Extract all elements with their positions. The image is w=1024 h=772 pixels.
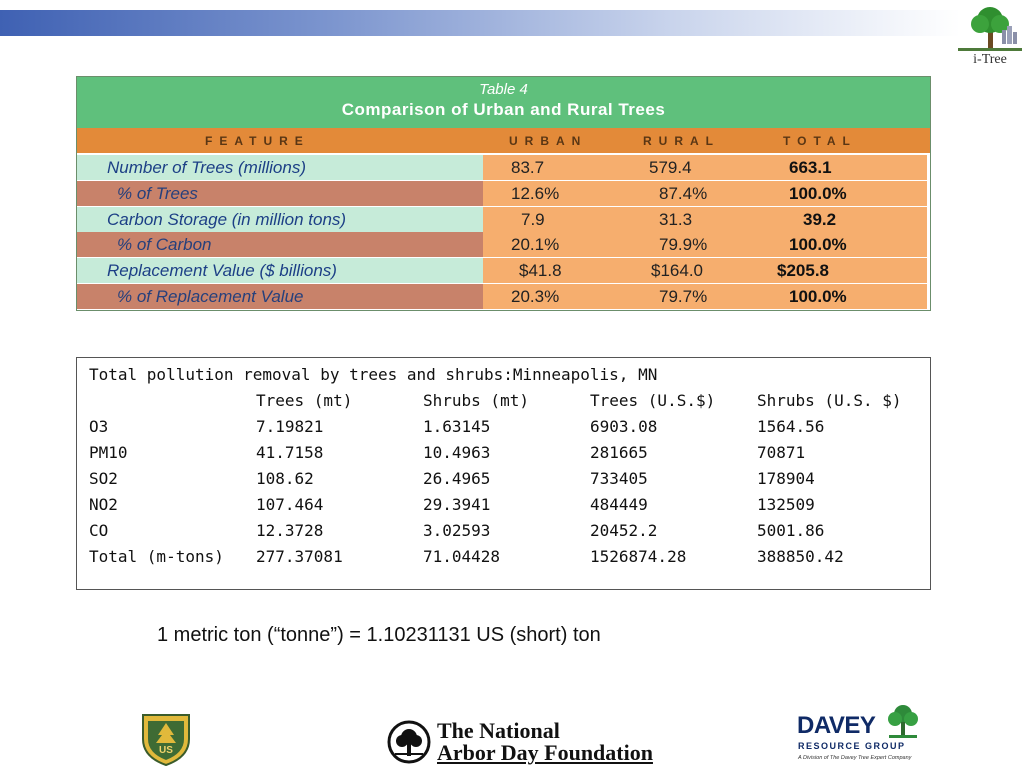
davey-tree-icon xyxy=(885,702,921,742)
arbor-day-foundation-logo xyxy=(387,718,687,768)
rural-value: 79.7% xyxy=(659,287,708,306)
trees-usd: 484449 xyxy=(590,495,648,514)
urban-value: 7.9 xyxy=(521,210,545,229)
rural-value: $164.0 xyxy=(651,261,703,280)
shrubs-usd: 5001.86 xyxy=(757,521,825,540)
trees-mt: 12.3728 xyxy=(256,521,324,540)
trees-mt: 108.62 xyxy=(256,469,314,488)
table-row xyxy=(77,284,930,309)
pollution-removal-table xyxy=(76,357,931,590)
table-row xyxy=(89,415,919,439)
total-value: 663.1 xyxy=(789,158,832,177)
header-trees-mt: Trees (mt) xyxy=(256,391,353,410)
header-rural: RURAL xyxy=(643,134,720,148)
arbor-day-line1: The National xyxy=(437,718,560,743)
itree-logo xyxy=(958,2,1022,70)
total-value: $205.8 xyxy=(777,261,829,280)
conversion-note: 1 metric ton (“tonne”) = 1.10231131 US (short) ton xyxy=(157,624,601,646)
trees-usd: 20452.2 xyxy=(590,521,658,540)
table-row xyxy=(77,181,930,206)
shrubs-usd: 178904 xyxy=(757,469,815,488)
rural-value: 79.9% xyxy=(659,235,708,254)
header-total: TOTAL xyxy=(783,134,857,148)
table-row xyxy=(89,493,919,517)
davey-name: DAVEY xyxy=(797,712,876,739)
shrubs-usd: 1564.56 xyxy=(757,417,825,436)
pollutant: NO2 xyxy=(89,495,118,514)
row-label: Number of Trees (millions) xyxy=(77,155,483,180)
trees-mt: 277.37081 xyxy=(256,547,343,566)
row-label: % of Trees xyxy=(77,181,483,206)
table-row xyxy=(89,441,919,465)
itree-label: i-Tree xyxy=(973,52,1007,67)
trees-mt: 41.7158 xyxy=(256,443,324,462)
trees-usd: 6903.08 xyxy=(590,417,658,436)
forest-service-shield-icon xyxy=(137,709,195,767)
table-number: Table 4 xyxy=(479,81,528,98)
pollution-title: Total pollution removal by trees and shrubs:Minneapolis, MN xyxy=(89,365,658,384)
rural-value: 31.3 xyxy=(659,210,693,229)
header-urban: URBAN xyxy=(509,134,588,148)
forest-service-label: US xyxy=(159,745,173,756)
header-feature: FEATURE xyxy=(205,134,310,148)
table-row xyxy=(89,467,919,491)
pollutant: Total (m-tons) xyxy=(89,547,224,566)
table-row-total xyxy=(89,545,919,569)
row-label: % of Carbon xyxy=(77,232,483,257)
shrubs-usd: 70871 xyxy=(757,443,806,462)
trees-usd: 733405 xyxy=(590,469,648,488)
table-title: Comparison of Urban and Rural Trees xyxy=(341,100,666,119)
forest-service-logo xyxy=(137,709,195,767)
table-caption xyxy=(77,77,930,128)
header-trees-usd: Trees (U.S.$) xyxy=(590,391,716,410)
urban-value: 83.7 xyxy=(511,158,545,177)
table-row xyxy=(77,258,930,283)
pollutant: SO2 xyxy=(89,469,118,488)
total-value: 100.0% xyxy=(789,235,847,254)
shrubs-usd: 132509 xyxy=(757,495,815,514)
table-row xyxy=(89,519,919,543)
davey-resource-group-logo xyxy=(797,702,922,766)
header-shrubs-mt: Shrubs (mt) xyxy=(423,391,529,410)
row-label: % of Replacement Value xyxy=(77,284,483,309)
shrubs-mt: 71.04428 xyxy=(423,547,501,566)
davey-group: RESOURCE GROUP xyxy=(798,741,906,751)
pollutant: O3 xyxy=(89,417,109,436)
shrubs-mt: 26.4965 xyxy=(423,469,491,488)
table-row xyxy=(77,207,930,232)
header-shrubs-usd: Shrubs (U.S. $) xyxy=(757,391,902,410)
table-row xyxy=(77,155,930,180)
urban-value: $41.8 xyxy=(519,261,562,280)
table-row xyxy=(77,232,930,257)
arbor-day-line2: Arbor Day Foundation xyxy=(437,740,653,765)
pollutant: CO xyxy=(89,521,109,540)
total-value: 39.2 xyxy=(803,210,837,229)
trees-usd: 1526874.28 xyxy=(590,547,687,566)
urban-value: 12.6% xyxy=(511,184,560,203)
shrubs-mt: 3.02593 xyxy=(423,521,491,540)
urban-value: 20.1% xyxy=(511,235,560,254)
shrubs-mt: 1.63145 xyxy=(423,417,491,436)
row-label: Replacement Value ($ billions) xyxy=(77,258,483,283)
title-bar-gradient xyxy=(0,10,960,36)
arbor-day-tree-icon xyxy=(387,720,431,764)
davey-tagline: A Division of The Davey Tree Expert Company xyxy=(798,755,912,761)
urban-value: 20.3% xyxy=(511,287,560,306)
tree-icon xyxy=(958,2,1022,54)
trees-mt: 107.464 xyxy=(256,495,324,514)
pollution-header-row xyxy=(89,389,919,413)
total-value: 100.0% xyxy=(789,287,847,306)
shrubs-usd: 388850.42 xyxy=(757,547,844,566)
total-value: 100.0% xyxy=(789,184,847,203)
row-label: Carbon Storage (in million tons) xyxy=(77,207,483,232)
shrubs-mt: 10.4963 xyxy=(423,443,491,462)
shrubs-mt: 29.3941 xyxy=(423,495,491,514)
trees-mt: 7.19821 xyxy=(256,417,324,436)
rural-value: 87.4% xyxy=(659,184,708,203)
urban-rural-table xyxy=(76,76,931,311)
table-header-row xyxy=(77,128,930,153)
trees-usd: 281665 xyxy=(590,443,648,462)
rural-value: 579.4 xyxy=(649,158,692,177)
pollutant: PM10 xyxy=(89,443,128,462)
